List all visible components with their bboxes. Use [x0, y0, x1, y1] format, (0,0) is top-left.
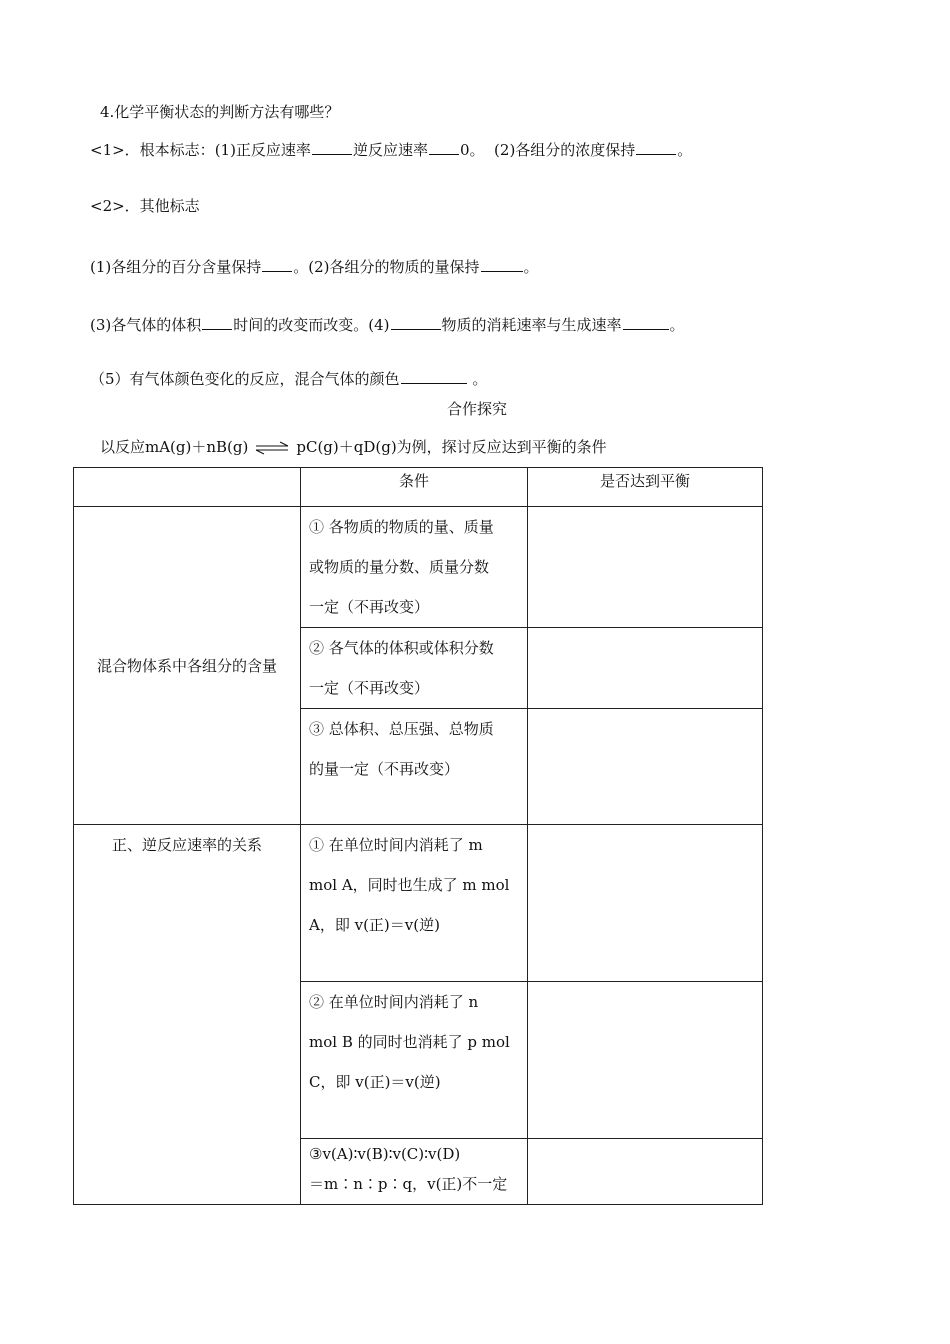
group-label-rate: 正、逆反应速率的关系 [74, 825, 301, 1205]
basic-sign-part5: 。 [677, 141, 693, 159]
blank-field [262, 255, 292, 272]
item1-text: (1)各组分的百分含量保持 [90, 258, 262, 276]
table-row [74, 825, 763, 982]
result-cell[interactable] [528, 709, 763, 825]
table-header-row [74, 468, 763, 507]
condition-line: ② 各气体的体积或体积分数 [309, 639, 494, 657]
conditions-table [73, 467, 763, 1205]
blank-field [429, 138, 459, 155]
basic-sign-part3: 0。 [459, 141, 485, 159]
blank-field [401, 367, 467, 384]
condition-line: ① 在单位时间内消耗了 m [309, 836, 483, 854]
condition-line: C，即 v(正)＝v(逆) [309, 1073, 441, 1091]
item2-text: 。(2)各组分的物质的量保持 [293, 258, 480, 276]
result-cell[interactable] [528, 1139, 763, 1205]
item2-end: 。 [523, 258, 539, 276]
items-1-2-line [90, 255, 539, 278]
item5-end: 。 [467, 370, 488, 388]
condition-cell [301, 1139, 528, 1205]
blank-field [312, 138, 352, 155]
blank-field [202, 313, 232, 330]
blank-field [623, 313, 669, 330]
basic-sign-part2: 逆反应速率 [352, 141, 428, 159]
items-3-4-line [90, 313, 685, 336]
basic-sign-part4: (2)各组分的浓度保持 [494, 141, 636, 159]
blank-field [481, 255, 523, 272]
condition-line: ③ 总体积、总压强、总物质 [309, 720, 494, 738]
condition-line: mol B 的同时也消耗了 p mol [309, 1033, 510, 1051]
result-cell[interactable] [528, 982, 763, 1139]
condition-line: ＝m∶n∶p∶q，v(正)不一定 [309, 1175, 508, 1193]
item3-text: (3)各气体的体积 [90, 316, 202, 334]
reaction-line [100, 436, 607, 458]
basic-sign-prefix: <1>．根本标志： [90, 141, 215, 159]
basic-sign-line [90, 138, 692, 161]
condition-line: 的量一定（不再改变） [309, 760, 460, 778]
item4-text: 物质的消耗速率与生成速率 [441, 316, 622, 334]
result-cell[interactable] [528, 628, 763, 709]
condition-cell [301, 982, 528, 1139]
condition-line: ② 在单位时间内消耗了 n [309, 993, 479, 1011]
other-signs-heading: <2>．其他标志 [90, 197, 200, 215]
condition-line: mol A，同时也生成了 m mol [309, 876, 510, 894]
reaction-left: 以反应mA(g)＋nB(g) [100, 438, 249, 456]
item5-line [90, 367, 487, 390]
header-empty-cell [74, 468, 301, 507]
condition-line: 一定（不再改变） [309, 679, 430, 697]
header-equilibrium: 是否达到平衡 [528, 468, 763, 507]
condition-cell [301, 628, 528, 709]
section-title: 合作探究 [447, 400, 508, 418]
condition-line: 一定（不再改变） [309, 598, 430, 616]
item3-rest: 时间的改变而改变。(4) [233, 316, 390, 334]
equilibrium-arrow-icon [254, 441, 290, 455]
condition-line: 或物质的量分数、质量分数 [309, 558, 490, 576]
result-cell[interactable] [528, 507, 763, 628]
table-row [74, 507, 763, 628]
condition-cell [301, 507, 528, 628]
basic-sign-part1: (1)正反应速率 [214, 141, 311, 159]
reaction-right: pC(g)＋qD(g)为例，探讨反应达到平衡的条件 [296, 438, 607, 456]
item5-text: （5）有气体颜色变化的反应，混合气体的颜色 [90, 370, 400, 388]
condition-line: A，即 v(正)＝v(逆) [309, 916, 440, 934]
blank-field [636, 138, 676, 155]
question-title: 4.化学平衡状态的判断方法有哪些？ [100, 103, 340, 121]
result-cell[interactable] [528, 825, 763, 982]
condition-cell [301, 825, 528, 982]
condition-cell [301, 709, 528, 825]
header-condition: 条件 [301, 468, 528, 507]
condition-line: ① 各物质的物质的量、质量 [309, 518, 494, 536]
item4-end: 。 [669, 316, 685, 334]
condition-line: ③v(A)∶v(B)∶v(C)∶v(D) [309, 1145, 461, 1163]
group-label-content: 混合物体系中各组分的含量 [74, 507, 301, 825]
blank-field [391, 313, 441, 330]
